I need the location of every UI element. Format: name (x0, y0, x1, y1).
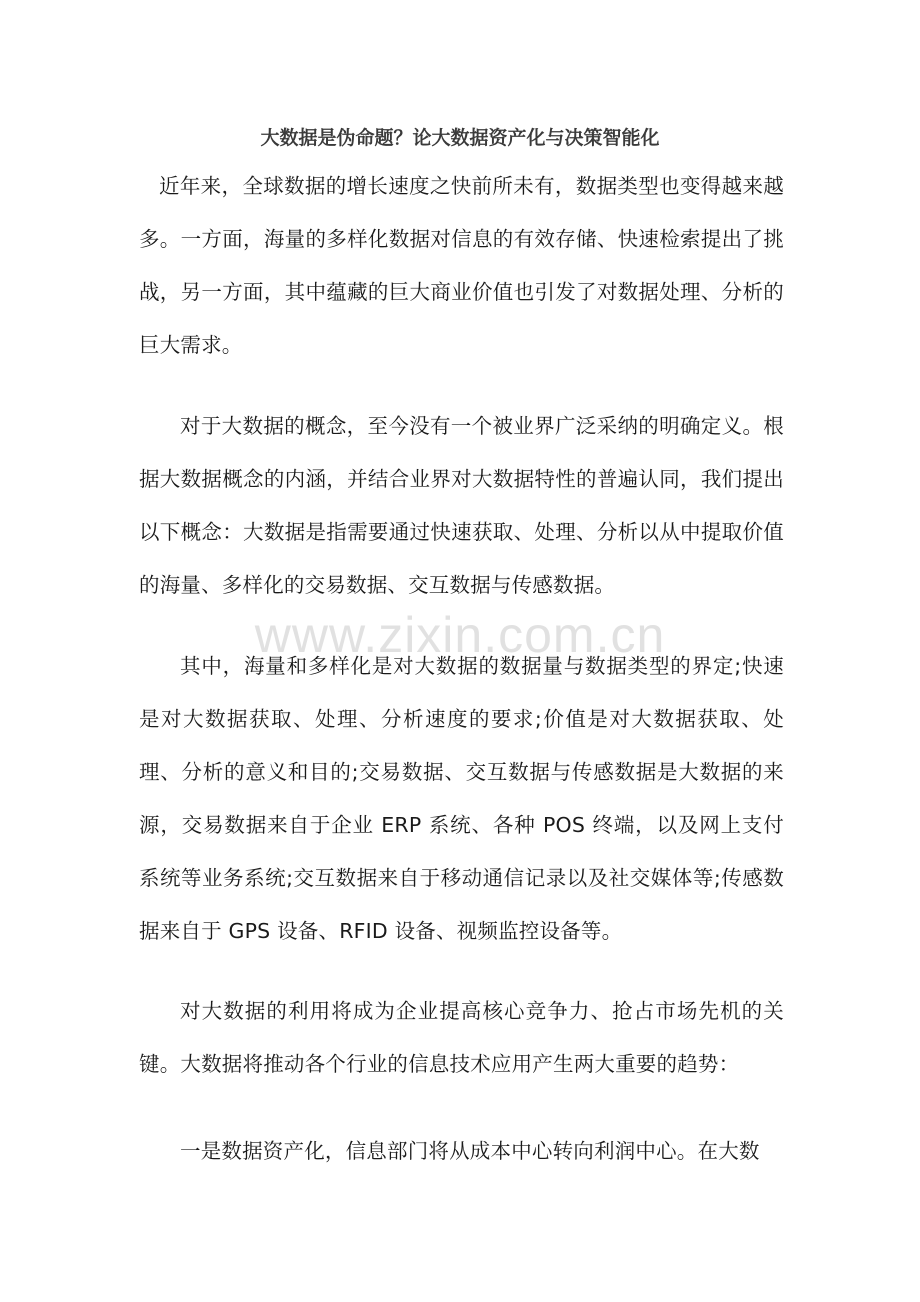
paragraph-5: 一是数据资产化，信息部门将从成本中心转向利润中心。在大数 (180, 1139, 760, 1163)
paragraph-2: 对于大数据的概念，至今没有一个被业界广泛采纳的明确定义。根据大数据概念的内涵，并结合业界对大数据特性的普遍认同，我们提出以下概念：大数据是指需要通过快速获取、处理、分析以从中提取价值的海量、多样化的交易数据、交互数据与传感数据。 (139, 414, 784, 597)
paragraph-3: 其中，海量和多样化是对大数据的数据量与数据类型的界定;快速是对大数据获取、处理、分析速度的要求;价值是对大数据获取、处理、分析的意义和目的;交易数据、交互数据与传感数据是大数据的来源，交易数据来自于企业 ERP 系统、各种 POS 终端，以及网上支付系统等业务系统;交互数据来自于移动通信记录以及社交媒体等;传感数据来自于 GPS 设备、RFID 设备、视频监控设备等。 (139, 654, 784, 943)
paragraph-1: 近年来，全球数据的增长速度之快前所未有，数据类型也变得越来越多。一方面，海量的多样化数据对信息的有效存储、快速检索提出了挑战，另一方面，其中蕴藏的巨大商业价值也引发了对数据处理、分析的巨大需求。 (139, 174, 784, 357)
watermark-text: www.zixin.com.cn (254, 607, 666, 663)
document-title: 大数据是伪命题？论大数据资产化与决策智能化 (260, 127, 660, 149)
paragraph-4: 对大数据的利用将成为企业提高核心竞争力、抢占市场先机的关键。大数据将推动各个行业的信息技术应用产生两大重要的趋势： (139, 999, 784, 1076)
